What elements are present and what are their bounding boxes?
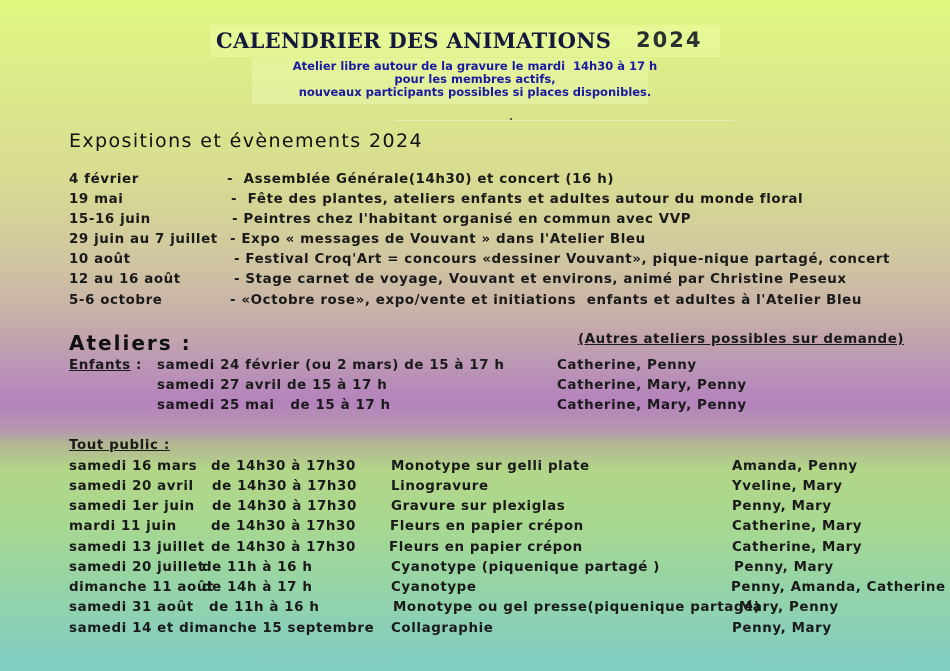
subtitle-line: nouveaux participants possibles si places disponibles. (298, 85, 652, 99)
time: de 11h à 16 h (202, 560, 313, 575)
day: samedi 31 août (69, 600, 194, 615)
ateliers-heading: Ateliers : (69, 331, 192, 355)
page-title: CALENDRIER DES ANIMATIONS (216, 28, 612, 53)
day: mardi 11 juin (69, 519, 177, 534)
who: Mary, Penny (739, 600, 839, 615)
event-date: 29 juin au 7 juillet (69, 232, 218, 247)
event-date: 4 février (69, 172, 139, 187)
day: samedi 20 juillet (69, 560, 205, 575)
subtitle-line: Atelier libre autour de la gravure le mardi 14h30 à 17 h (292, 59, 658, 73)
event-date: 19 mai (69, 192, 124, 207)
day: samedi 20 avril (69, 479, 194, 494)
event-date: 5-6 octobre (69, 293, 163, 308)
ateliers-note: (Autres ateliers possibles sur demande) (578, 332, 905, 347)
activity: Cyanotype (piquenique partagé ) (391, 560, 660, 575)
event-description: - Peintres chez l'habitant organisé en commun avec VVP (232, 212, 692, 227)
who: Yveline, Mary (732, 479, 843, 494)
enfants-label: Enfants (69, 358, 131, 373)
divider (395, 120, 735, 121)
enfants-when: samedi 25 mai de 15 à 17 h (157, 398, 391, 413)
activity: Collagraphie (391, 621, 494, 636)
enfants-who: Catherine, Penny (557, 358, 697, 373)
who: Catherine, Mary (732, 519, 863, 534)
activity: Monotype ou gel presse(piquenique partagé) (393, 600, 761, 615)
event-description: - Festival Croq'Art = concours «dessiner Vouvant», pique-nique partagé, concert (234, 252, 890, 267)
tout-public-label: Tout public : (69, 438, 170, 453)
time: de 14h30 à 17h30 (211, 540, 356, 555)
time: de 14h30 à 17h30 (211, 459, 356, 474)
time: de 14h à 17 h (202, 580, 313, 595)
enfants-when: samedi 24 février (ou 2 mars) de 15 à 17 h (157, 358, 505, 373)
who: Penny, Mary (732, 621, 832, 636)
activity: Fleurs en papier crépon (389, 540, 583, 555)
expositions-heading: Expositions et évènements 2024 (69, 130, 423, 152)
day: samedi 13 juillet (69, 540, 205, 555)
time: de 11h à 16 h (209, 600, 320, 615)
event-description: - Fête des plantes, ateliers enfants et adultes autour du monde floral (231, 192, 804, 207)
enfants-colon: : (136, 358, 142, 373)
activity: Cyanotype (391, 580, 477, 595)
who: Penny, Amanda, Catherine (731, 580, 946, 595)
divider-dot (510, 118, 512, 120)
event-date: 15-16 juin (69, 212, 151, 227)
event-description: - Expo « messages de Vouvant » dans l'Atelier Bleu (230, 232, 646, 247)
activity: Gravure sur plexiglas (391, 499, 566, 514)
page-title-year: 2024 (636, 28, 703, 52)
time: de 14h30 à 17h30 (212, 499, 357, 514)
time: de 14h30 à 17h30 (211, 519, 356, 534)
activity: Fleurs en papier crépon (390, 519, 584, 534)
activity: Linogravure (391, 479, 489, 494)
event-description: - Stage carnet de voyage, Vouvant et environs, animé par Christine Peseux (234, 272, 847, 287)
event-date: 12 au 16 août (69, 272, 181, 287)
who: Catherine, Mary (732, 540, 863, 555)
who: Amanda, Penny (732, 459, 858, 474)
event-description: - Assemblée Générale(14h30) et concert (16 h) (227, 172, 615, 187)
activity: Monotype sur gelli plate (391, 459, 590, 474)
time: de 14h30 à 17h30 (212, 479, 357, 494)
event-date: 10 août (69, 252, 131, 267)
enfants-when: samedi 27 avril de 15 à 17 h (157, 378, 388, 393)
day: samedi 14 et dimanche 15 septembre (69, 621, 375, 636)
enfants-who: Catherine, Mary, Penny (557, 378, 747, 393)
enfants-who: Catherine, Mary, Penny (557, 398, 747, 413)
subtitle-line: pour les membres actifs, (394, 72, 556, 86)
day: dimanche 11 août (69, 580, 214, 595)
day: samedi 16 mars (69, 459, 198, 474)
event-description: - «Octobre rose», expo/vente et initiations enfants et adultes à l'Atelier Bleu (230, 293, 862, 308)
who: Penny, Mary (734, 560, 834, 575)
day: samedi 1er juin (69, 499, 195, 514)
who: Penny, Mary (732, 499, 832, 514)
